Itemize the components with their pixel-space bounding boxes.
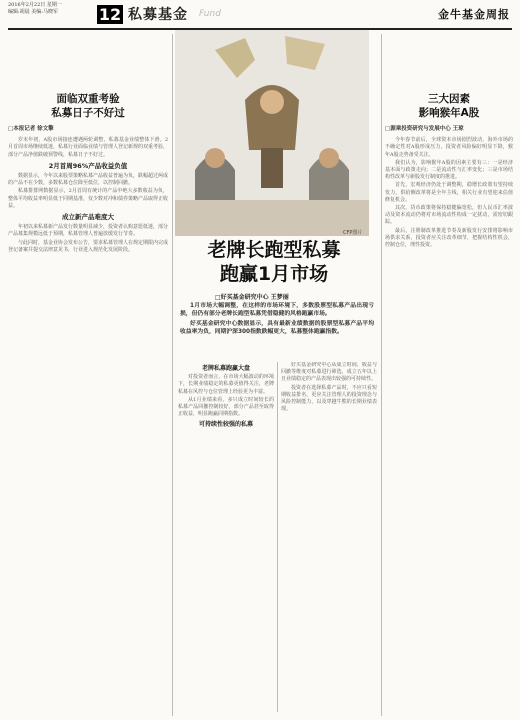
left-subhead-1: 2月首周96%产品收益负值 — [48, 161, 128, 170]
crowd-photo-illustration — [175, 30, 369, 236]
left-title-1: 面临双重考验 — [56, 93, 120, 105]
issue-date: 2016年2月22日 星期一 — [8, 2, 62, 8]
main-paragraph: 好买基金研究中心从成立时间、收益与回撤等维度对私募进行筛选，成立五年以上且业绩稳定的产品表现出较强的可持续性。 — [281, 362, 377, 383]
main-lead — [180, 302, 374, 338]
left-article — [8, 92, 168, 714]
main-paragraph: 对投资者而言，在市场大幅波动的环境下，长期业绩稳定的私募更值得关注，老牌私募在风控与仓位管理上经验更为丰富。 — [178, 374, 274, 395]
main-paragraph: 投资者在选择私募产品时，不应只看短期收益排名，更应关注管理人的投资理念与风险控制能力，以及穿越牛熊的长期业绩表现。 — [281, 384, 377, 413]
main-lead-paragraph: 好买基金研究中心数据显示，具有最新业绩数据的股票型私募产品平均收益率为负，同期沪深300指数跌幅更大，私募整体跑赢指数。 — [180, 321, 374, 335]
column-divider — [172, 34, 173, 716]
issue-meta — [8, 2, 78, 16]
column-divider — [277, 362, 278, 712]
main-column-a — [178, 362, 274, 716]
main-paragraph: 从1月业绩来看，多只成立时间较长的私募产品回撤控制较好，部分产品甚至取得正收益，明显跑赢同期指数。 — [178, 396, 274, 418]
section-title: 私募基金 — [128, 7, 188, 23]
main-headline-line-1: 老牌长跑型私募 — [207, 239, 341, 261]
right-title-2: 影响猴年A股 — [418, 107, 480, 119]
right-paragraph: 我们认为，影响猴年A股的因素主要有三：一是经济基本面与政策走向；二是流动性与汇率变化；三是市场结构性改革与新股发行制度的推进。 — [385, 159, 513, 181]
left-paragraph: 年初以来私募新产品发行数量明显减少，投资者认购意愿低迷，部分产品募集规模远低于预期，私募管理人普遍放缓发行节奏。 — [8, 224, 168, 238]
main-subhead-1: 老牌私募跑赢大盘 — [201, 365, 250, 372]
left-paragraph: 私募排排网数据显示，2月首周有统计的产品中绝大多数收益为负，整体平均收益率明显低于同期基准，仅少数对冲和债券策略产品取得正收益。 — [8, 188, 168, 209]
main-column-b — [281, 362, 377, 716]
right-paragraph: 首先，宏观经济仍处于调整期，稳增长政策有望持续发力，供给侧改革将是全年主线，相关行业有望迎来估值修复机会。 — [385, 182, 513, 203]
section-title-en: Fund — [199, 9, 221, 19]
photo-credit: CFP图片 — [343, 230, 363, 236]
main-lead-paragraph: 1月市场大幅调整，在这样的市场环境下，多数股票型私募产品出现亏损，但仍有部分老牌长跑型私募凭借稳健的风格跑赢市场。 — [180, 303, 374, 317]
main-subhead-2: 可持续性较强的私募 — [198, 421, 253, 429]
right-paragraph: 最后，注册制改革推进节奏及新股发行安排将影响市场供求关系，投资者应关注改革细节，把握结构性机会，控制仓位，理性投资。 — [385, 227, 513, 249]
issue-editor: 编辑:胡晨 美编:马晓军 — [8, 9, 58, 15]
main-headline-line-2: 跑赢1月市场 — [219, 263, 329, 285]
feature-photo — [175, 30, 369, 236]
left-title-2: 私募日子不好过 — [51, 107, 125, 119]
page-number: 12 — [98, 5, 122, 24]
right-article — [385, 92, 513, 714]
right-paragraph: 今年春节前后，全球资本市场剧烈波动，海外市场的不确定性对A股形成压力，投资者风险偏好明显下降，猴年A股走势备受关注。 — [385, 137, 513, 158]
column-divider — [381, 34, 382, 716]
right-paragraph: 其次，货币政策将保持稳健偏宽松，但人民币汇率波动及资本流动仍将对市场流动性构成一定扰动，需密切跟踪。 — [385, 205, 513, 226]
right-byline: □源乘投资研究与发展中心 王琼 — [385, 126, 464, 132]
left-byline: □本报记者 徐文擎 — [8, 126, 54, 132]
left-paragraph: 岁末年初，A股市场接连遭遇两轮调整，私募基金业绩整体下滑。2月首周市场继续低迷，私募行业面临业绩与管理人登记新规的双重考验，部分产品净值跌破预警线，私募日子不好过。 — [8, 137, 168, 158]
main-headline — [170, 238, 378, 286]
left-subhead-2: 成立新产品难度大 — [62, 213, 114, 222]
left-paragraph: 数据显示，今年以来股票策略私募产品收益普遍为负，跌幅超过两成的产品不在少数，多数私募仓位降至低位，以控制回撤。 — [8, 173, 168, 187]
right-title-1: 三大因素 — [428, 93, 470, 105]
main-byline: □好买基金研究中心 王梦丽 — [215, 294, 289, 301]
masthead: 金牛基金周报 — [438, 8, 510, 21]
left-paragraph: 与此同时，基金业协会发布公告，要求私募管理人在规定期限内完成登记备案并提交法律意见书，行业进入规范化发展阶段。 — [8, 239, 168, 253]
